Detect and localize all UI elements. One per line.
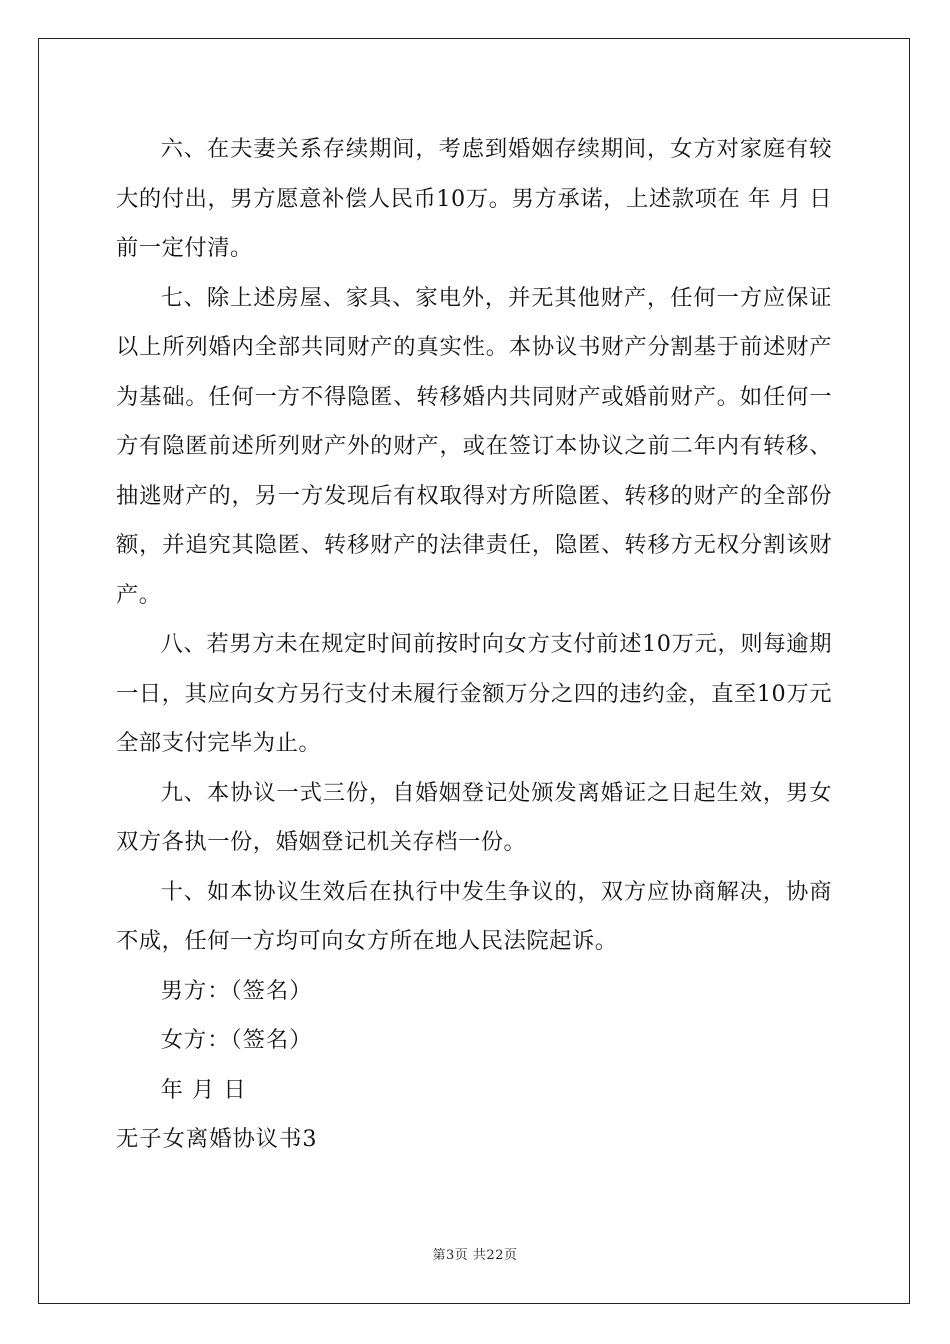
next-section-heading: 无子女离婚协议书3 [116,1126,318,1152]
document-body [116,125,832,1165]
signature-female: 女方：（签名） [160,1027,313,1053]
clause-6: 六、在夫妻关系存续期间，考虑到婚姻存续期间，女方对家庭有较大的付出，男方愿意补偿人民币10万。男方承诺，上述款项在 年 月 日前一定付清。 [116,136,832,261]
page-footer: 第3页 共22页 [432,1248,518,1263]
clause-10: 十、如本协议生效后在执行中发生争议的，双方应协商解决，协商不成，任何一方均可向女方所在地人民法院起诉。 [116,878,832,954]
clause-9: 九、本协议一式三份，自婚姻登记处颁发离婚证之日起生效，男女双方各执一份，婚姻登记机关存档一份。 [116,779,832,855]
date-line: 年 月 日 [160,1076,247,1103]
signature-male: 男方：（签名） [160,977,313,1004]
clause-7: 七、除上述房屋、家具、家电外，并无其他财产，任何一方应保证以上所列婚内全部共同财产的真实性。本协议书财产分割基于前述财产为基础。任何一方不得隐匿、转移婚内共同财产或婚前财产。如任何一方有隐匿前述所列财产外的财产，或在签订本协议之前二年内有转移、抽逃财产的，另一方发现后有权取得对方所隐匿、转移的财产的全部份额，并追究其隐匿、转移财产的法律责任，隐匿、转移方无权分割该财产。 [116,284,832,608]
clause-8: 八、若男方未在规定时间前按时向女方支付前述10万元，则每逾期一日，其应向女方另行支付未履行金额万分之四的违约金，直至10万元全部支付完毕为止。 [116,631,832,756]
